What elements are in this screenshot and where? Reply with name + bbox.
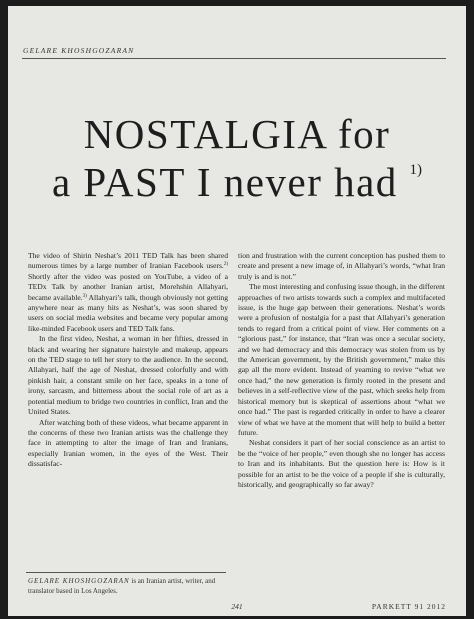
paragraph: tion and frustration with the current conception has pushed them to create and present a new image of, in Allahyari’s words, “what Iran truly is and is not.”: [238, 251, 445, 281]
author-bio-note: [28, 576, 228, 596]
title-text: a PAST I never had: [51, 159, 398, 205]
footnote-rule: [26, 572, 226, 573]
paragraph-text: Allahyari’s talk, though obviously not getting anywhere near as many hits as Neshat’s, was soon shared by users on social media websites and became very popular among like-minded Facebook users and TED Talk fans.: [28, 292, 229, 333]
header-rule: [22, 58, 446, 59]
article-title-line-2: [8, 158, 466, 206]
bio-name: GELARE KHOSHGOZARAN: [28, 577, 130, 585]
paragraph: The most interesting and confusing issue though, in the different approaches of two artists towards such a complex and multifaceted issue, is the huge gap between their generations. Neshat’s words were a profusion of nostalgia for a past that Allahyari’s generation tends to regard from a critical point of view. Her comments on a “glorious past,” for instance, that “Iran was once a secular society, and we had democracy and this democracy was stolen from us by the American government, by the British government,” make this gap all the more evident. Instead of yearning to revive “what we once had,” the new generation is firmly rooted in the present and believes in a self-reflective view of the past, which seeks help from historical memory but is skeptical of assertions about “what we once had.” The past is regarded critically in order to have a clearer view of what we have at the moment that will help to build a better future.: [238, 282, 445, 437]
magazine-page: [8, 6, 466, 616]
footnote-ref: 2): [223, 262, 228, 268]
paragraph: After watching both of these videos, what became apparent in the concerns of these two Iranian artists was the challenge they face in attempting to alter the image of Iran and Iranians, especially Iranian women, in the eyes of the West. Their dissatisfac-: [28, 417, 228, 469]
journal-issue: PARKETT 91 2012: [371, 602, 446, 611]
text-column-right: [238, 251, 445, 490]
paragraph: [28, 251, 228, 334]
page-number: 241: [231, 602, 243, 611]
footnote-ref: 3): [82, 293, 87, 299]
title-footnote-mark: 1): [409, 162, 423, 178]
bio-text: is an Iranian artist, writer, and translator based in Los Angeles.: [28, 577, 216, 595]
article-title-line-1: NOSTALGIA for: [83, 111, 391, 157]
paragraph-text: The video of Shirin Neshat’s 2011 TED Talk has been shared numerous times by a large number of Iranian Facebook users.: [28, 251, 228, 271]
paragraph-text: Shortly after the video was posted on YouTube, a video of a TEDx Talk by another Iranian artist, Morehshin Allahyari, became available.: [28, 271, 228, 302]
paragraph: In the first video, Neshat, a woman in her fifties, dressed in black and wearing her signature hairstyle and makeup, appears on the TED stage to tell her story to the audience. In the second, Allahyari, half the age of Neshat, dressed colorfully and with pinkish hair, a constant smile on her face, speaks in a tone of irony, sarcasm, and bitterness about the social role of art as a potential medium to bridge two countries in conflict, Iran and the United States.: [28, 334, 228, 417]
running-author: GELARE KHOSHGOZARAN: [23, 46, 135, 55]
paragraph: Neshat considers it part of her social conscience as an artist to be the “voice of her people,” even though she no longer has access to Iran and its inhabitants. But the question here is: How is it possible for an artist to be the voice of a people if she is culturally, historically, and geographically so far away?: [238, 438, 445, 489]
text-column-left: [28, 251, 228, 470]
